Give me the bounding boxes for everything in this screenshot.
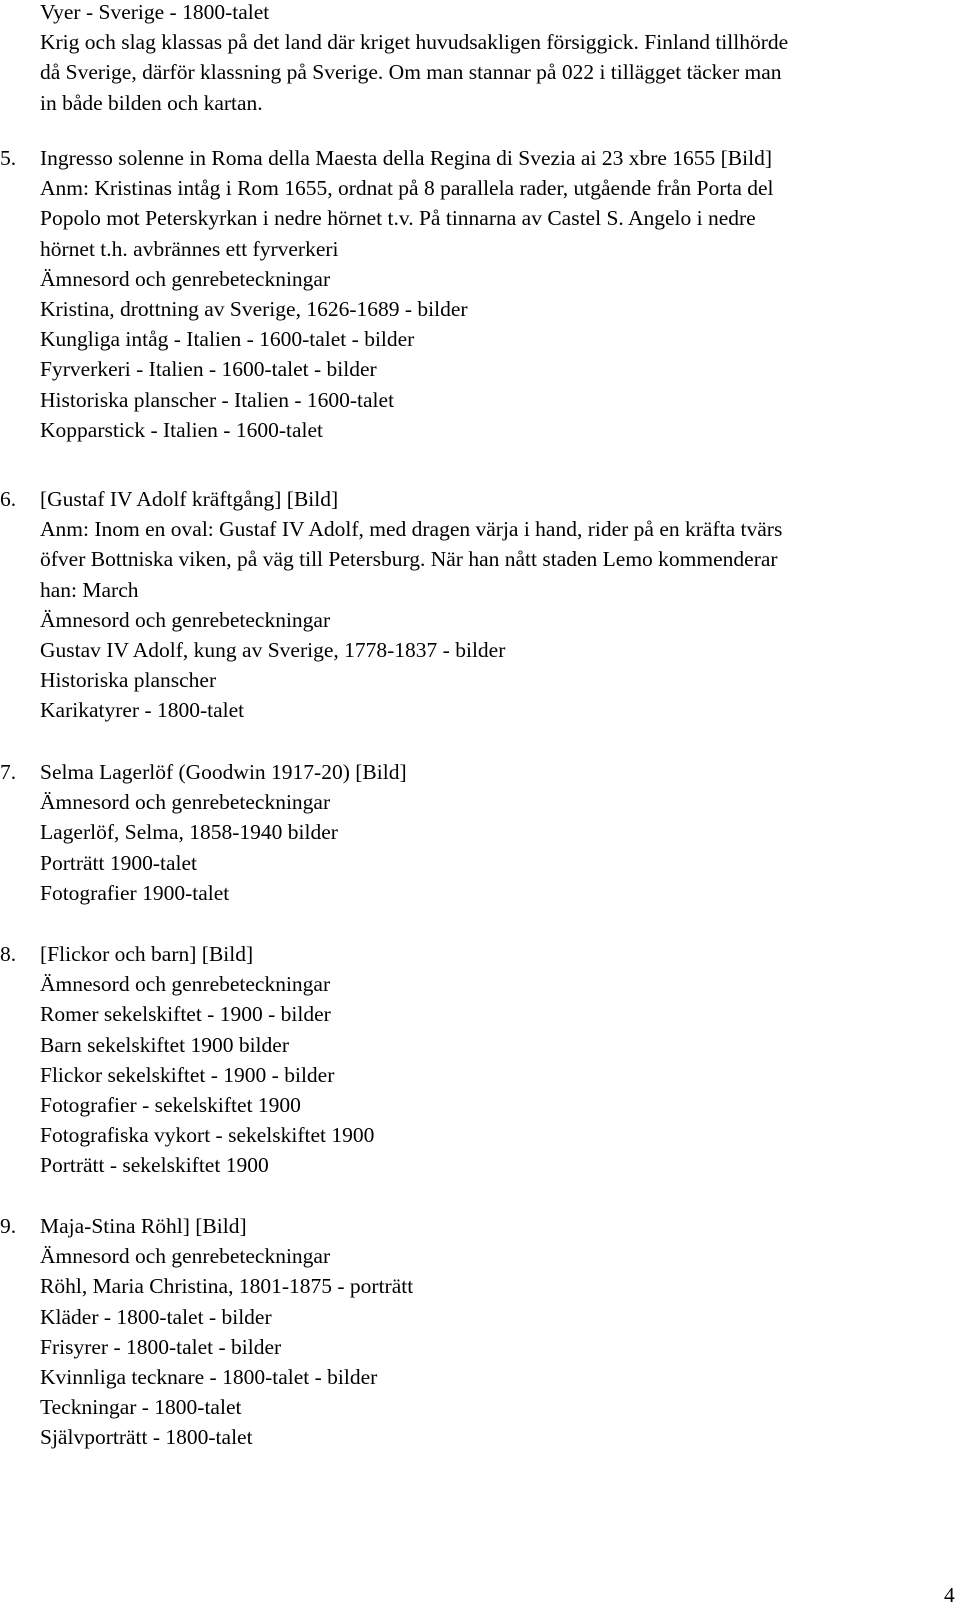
intro-line: Vyer - Sverige - 1800-talet bbox=[40, 0, 270, 24]
entry-body bbox=[40, 484, 955, 726]
entry-body bbox=[40, 939, 955, 1181]
subject-term: Fotografier 1900-talet bbox=[40, 880, 230, 905]
subject-term: Kristina, drottning av Sverige, 1626-1689 - bilder bbox=[40, 297, 468, 322]
subject-term: Fyrverkeri - Italien - 1600-talet - bilder bbox=[40, 357, 377, 382]
entry-body bbox=[40, 143, 955, 445]
subject-term: Teckningar - 1800-talet bbox=[40, 1395, 242, 1420]
subject-term: Karikatyrer - 1800-talet bbox=[40, 698, 245, 723]
entry-body bbox=[40, 1211, 955, 1453]
subject-term: Romer sekelskiftet - 1900 - bilder bbox=[40, 1002, 331, 1027]
subject-term: Frisyrer - 1800-talet - bilder bbox=[40, 1334, 282, 1359]
entry-title: [Flickor och barn] [Bild] bbox=[40, 942, 254, 966]
intro-line: Krig och slag klassas på det land där kriget huvudsakligen försiggick. Finland tillhörde bbox=[40, 30, 789, 55]
entry-note-line: Anm: Inom en oval: Gustaf IV Adolf, med dragen värja i hand, rider på en kräfta tvärs bbox=[40, 517, 783, 542]
entry-number: 6. bbox=[0, 487, 17, 511]
entry-title: Ingresso solenne in Roma della Maesta della Regina di Svezia ai 23 xbre 1655 [Bild] bbox=[40, 146, 773, 170]
subject-term: Flickor sekelskiftet - 1900 - bilder bbox=[40, 1062, 335, 1087]
entry-note-line: Anm: Kristinas intåg i Rom 1655, ordnat på 8 parallela rader, utgående från Porta del bbox=[40, 176, 774, 201]
subject-term: Kläder - 1800-talet - bilder bbox=[40, 1304, 272, 1329]
entry-number: 8. bbox=[0, 942, 17, 966]
subject-heading-label: Ämnesord och genrebeteckningar bbox=[40, 1244, 331, 1269]
entry-title: [Gustaf IV Adolf kräftgång] [Bild] bbox=[40, 487, 339, 511]
entry-note-line: han: March bbox=[40, 577, 139, 602]
entry-title: Selma Lagerlöf (Goodwin 1917-20) [Bild] bbox=[40, 760, 407, 784]
subject-term: Porträtt 1900-talet bbox=[40, 850, 198, 875]
entry-note-line: Popolo mot Peterskyrkan i nedre hörnet t.v. På tinnarna av Castel S. Angelo i nedre bbox=[40, 206, 756, 231]
page-number: 4 bbox=[944, 1583, 955, 1607]
subject-heading-label: Ämnesord och genrebeteckningar bbox=[40, 266, 331, 291]
subject-term: Kopparstick - Italien - 1600-talet bbox=[40, 417, 323, 442]
subject-term: Fotografier - sekelskiftet 1900 bbox=[40, 1093, 301, 1118]
subject-term: Gustav IV Adolf, kung av Sverige, 1778-1837 - bilder bbox=[40, 638, 506, 663]
subject-heading-label: Ämnesord och genrebeteckningar bbox=[40, 790, 331, 815]
subject-term: Lagerlöf, Selma, 1858-1940 bilder bbox=[40, 820, 338, 845]
intro-line: då Sverige, därför klassning på Sverige. Om man stannar på 022 i tillägget täcker man bbox=[40, 60, 782, 85]
entry-body bbox=[40, 757, 955, 908]
subject-term: Självporträtt - 1800-talet bbox=[40, 1425, 253, 1450]
intro-line: in både bilden och kartan. bbox=[40, 90, 263, 115]
subject-term: Kvinnliga tecknare - 1800-talet - bilder bbox=[40, 1365, 378, 1390]
entry-note-line: hörnet t.h. avbrännes ett fyrverkeri bbox=[40, 236, 339, 261]
subject-term: Historiska planscher - Italien - 1600-talet bbox=[40, 387, 395, 412]
entry-number: 5. bbox=[0, 146, 17, 170]
entry-number: 7. bbox=[0, 760, 17, 784]
subject-term: Fotografiska vykort - sekelskiftet 1900 bbox=[40, 1123, 375, 1148]
subject-term: Porträtt - sekelskiftet 1900 bbox=[40, 1153, 269, 1178]
subject-term: Historiska planscher bbox=[40, 668, 217, 693]
subject-heading-label: Ämnesord och genrebeteckningar bbox=[40, 607, 331, 632]
entry-note-line: öfver Bottniska viken, på väg till Petersburg. När han nått staden Lemo kommenderar bbox=[40, 547, 778, 572]
subject-heading-label: Ämnesord och genrebeteckningar bbox=[40, 972, 331, 997]
entry-number: 9. bbox=[0, 1214, 17, 1238]
subject-term: Kungliga intåg - Italien - 1600-talet - bilder bbox=[40, 327, 415, 352]
subject-term: Röhl, Maria Christina, 1801-1875 - porträtt bbox=[40, 1274, 414, 1299]
intro-paragraph bbox=[40, 0, 955, 118]
entry-title: Maja-Stina Röhl] [Bild] bbox=[40, 1214, 247, 1238]
subject-term: Barn sekelskiftet 1900 bilder bbox=[40, 1032, 289, 1057]
